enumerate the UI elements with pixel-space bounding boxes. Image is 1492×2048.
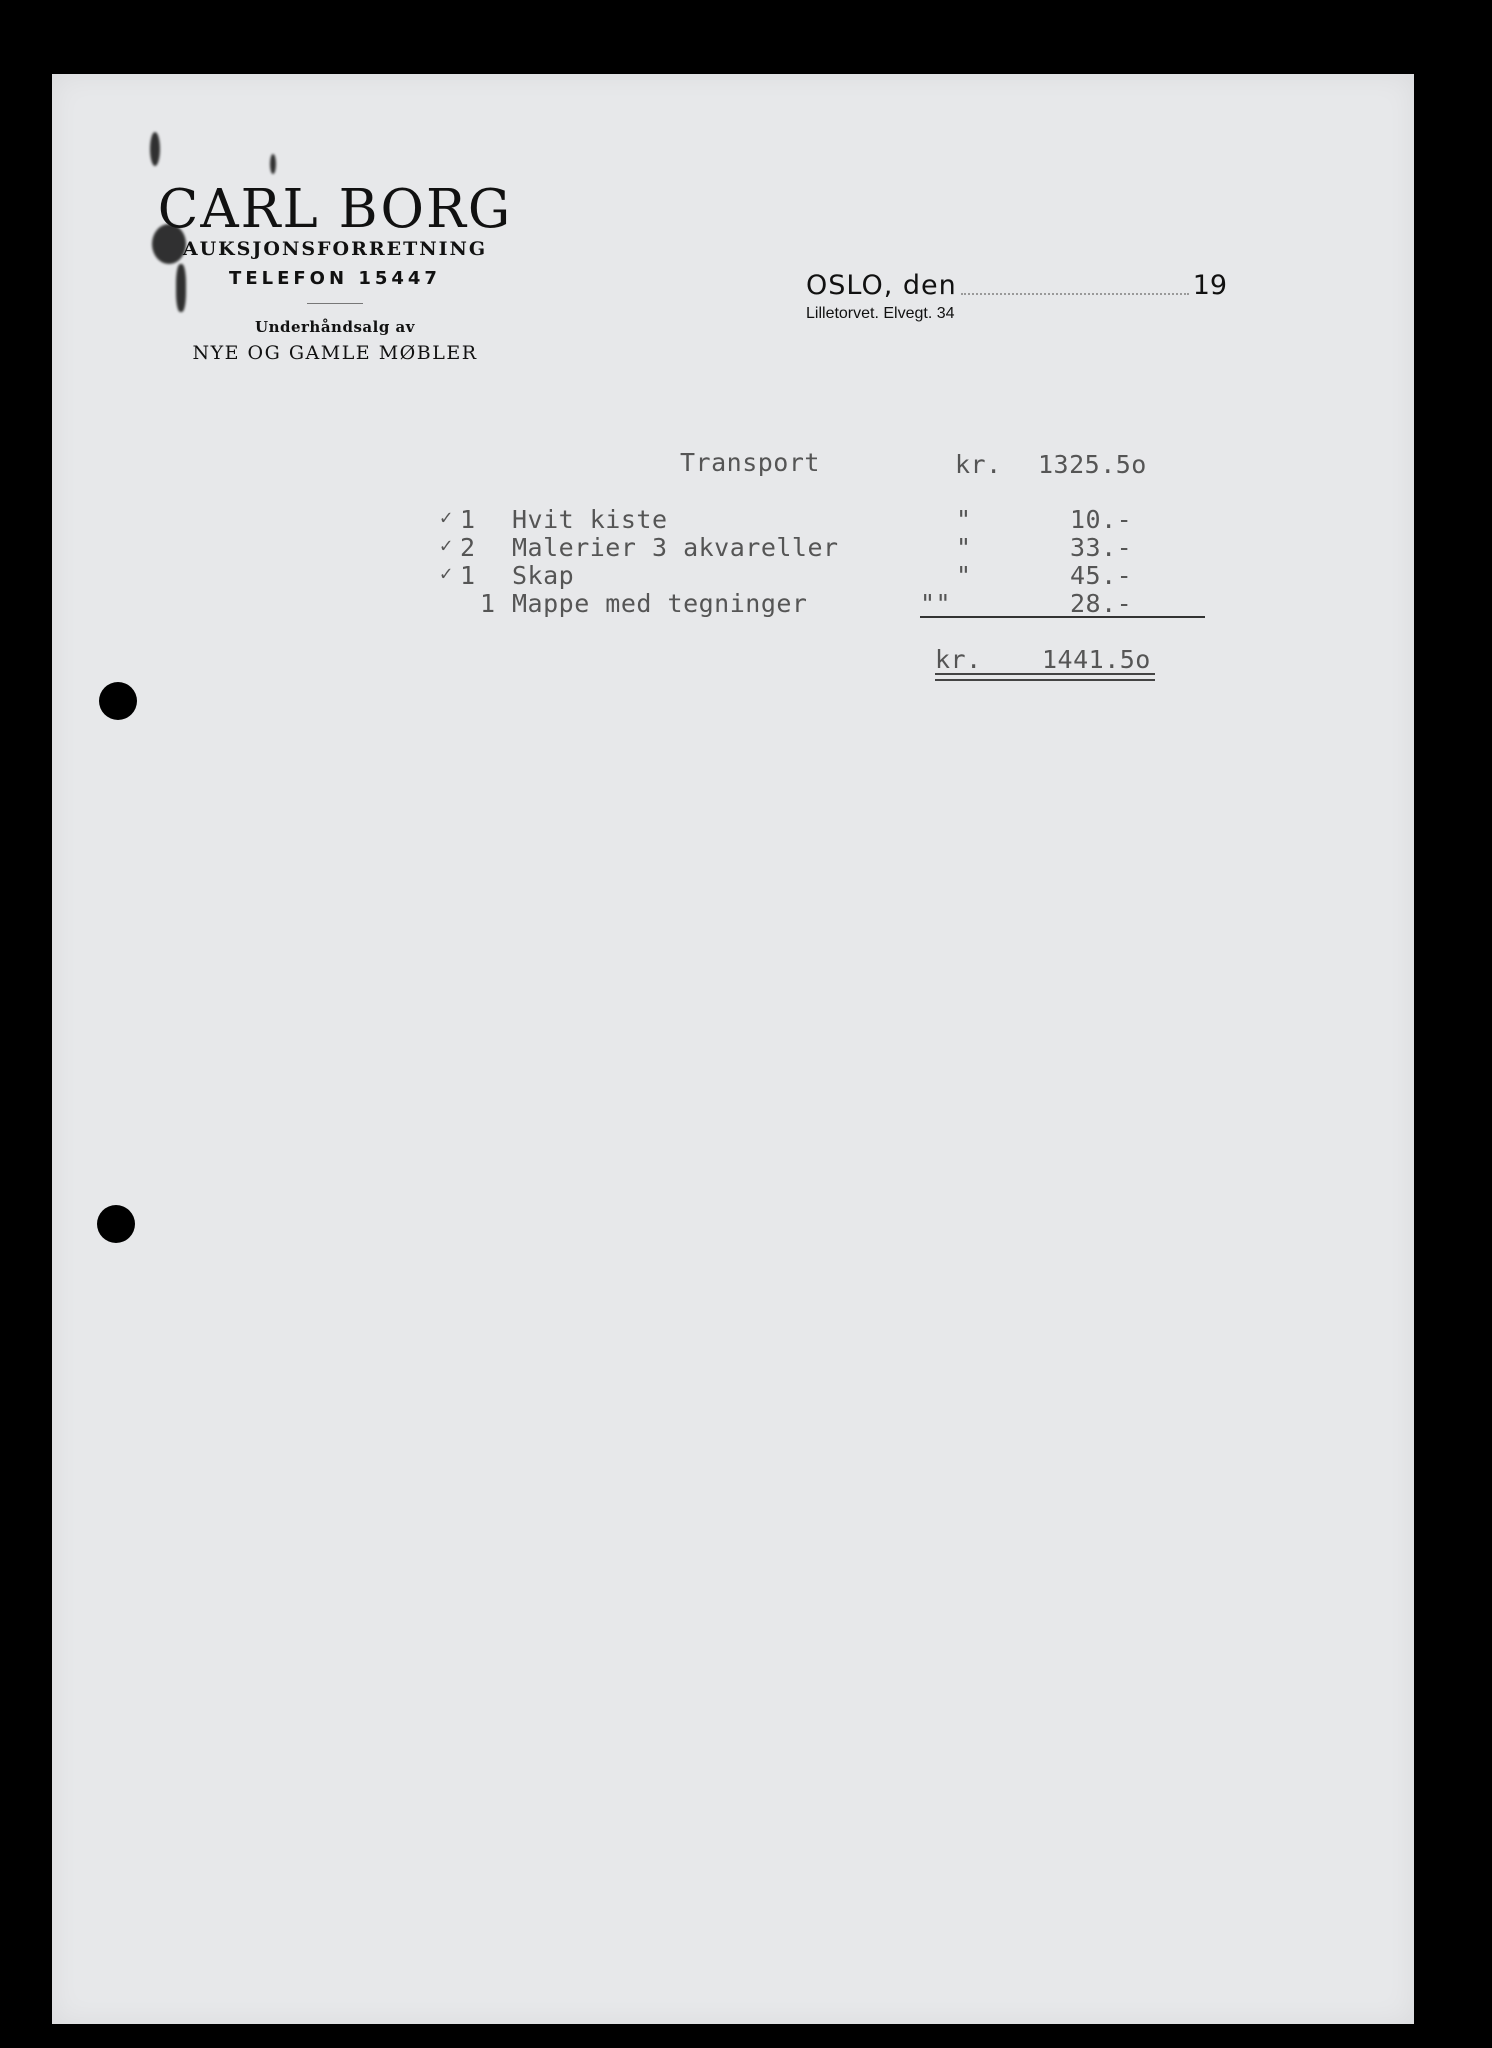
item-amount: 10.- bbox=[1070, 505, 1133, 534]
ink-smudge bbox=[150, 132, 160, 166]
transport-amount: 1325.5o bbox=[1038, 450, 1147, 479]
item-amount: 45.- bbox=[1070, 561, 1133, 590]
year-label: 19 bbox=[1192, 270, 1228, 301]
item-amount: 28.- bbox=[1070, 589, 1133, 618]
date-blank bbox=[961, 293, 1189, 295]
document-page bbox=[52, 74, 1414, 2024]
company-goods-line: NYE OG GAMLE MØBLER bbox=[192, 342, 478, 364]
company-name: CARL BORG bbox=[157, 179, 513, 240]
transport-label: Transport bbox=[680, 448, 820, 477]
item-description: Skap bbox=[512, 561, 575, 590]
item-check-mark: ✓ bbox=[440, 533, 453, 557]
item-qty: 2 bbox=[460, 533, 476, 562]
transport-currency: kr. bbox=[955, 450, 1002, 479]
total-double-rule bbox=[935, 673, 1155, 681]
total-amount: 1441.5o bbox=[1042, 645, 1151, 674]
item-qty: 1 bbox=[480, 589, 496, 618]
total-currency: kr. bbox=[935, 645, 982, 674]
company-sales-line: Underhåndsalg av bbox=[255, 318, 415, 336]
item-ditto-mark: " bbox=[956, 561, 972, 590]
ink-smudge bbox=[270, 154, 276, 174]
letterhead-divider bbox=[307, 303, 363, 304]
place-date-line bbox=[806, 270, 1227, 323]
item-ditto-mark: " bbox=[956, 533, 972, 562]
company-subtitle: AUKSJONSFORRETNING bbox=[182, 238, 488, 260]
punch-hole bbox=[97, 1205, 135, 1243]
item-ditto-mark: " bbox=[956, 505, 972, 534]
punch-hole bbox=[99, 682, 137, 720]
company-phone: TELEFON 15447 bbox=[229, 268, 441, 289]
letterhead bbox=[150, 180, 520, 364]
item-qty: 1 bbox=[460, 505, 476, 534]
item-check-mark: ✓ bbox=[440, 561, 453, 585]
item-amount: 33.- bbox=[1070, 533, 1133, 562]
item-description: Hvit kiste bbox=[512, 505, 668, 534]
subtotal-rule bbox=[920, 616, 1205, 618]
item-description: Malerier 3 akvareller bbox=[512, 533, 839, 562]
item-description: Mappe med tegninger bbox=[512, 589, 808, 618]
item-ditto-mark: "" bbox=[920, 589, 952, 618]
address-line: Lilletorvet. Elvegt. 34 bbox=[806, 305, 955, 322]
item-check-mark: ✓ bbox=[440, 505, 453, 529]
city-label: OSLO, den bbox=[806, 270, 957, 301]
item-qty: 1 bbox=[460, 561, 476, 590]
